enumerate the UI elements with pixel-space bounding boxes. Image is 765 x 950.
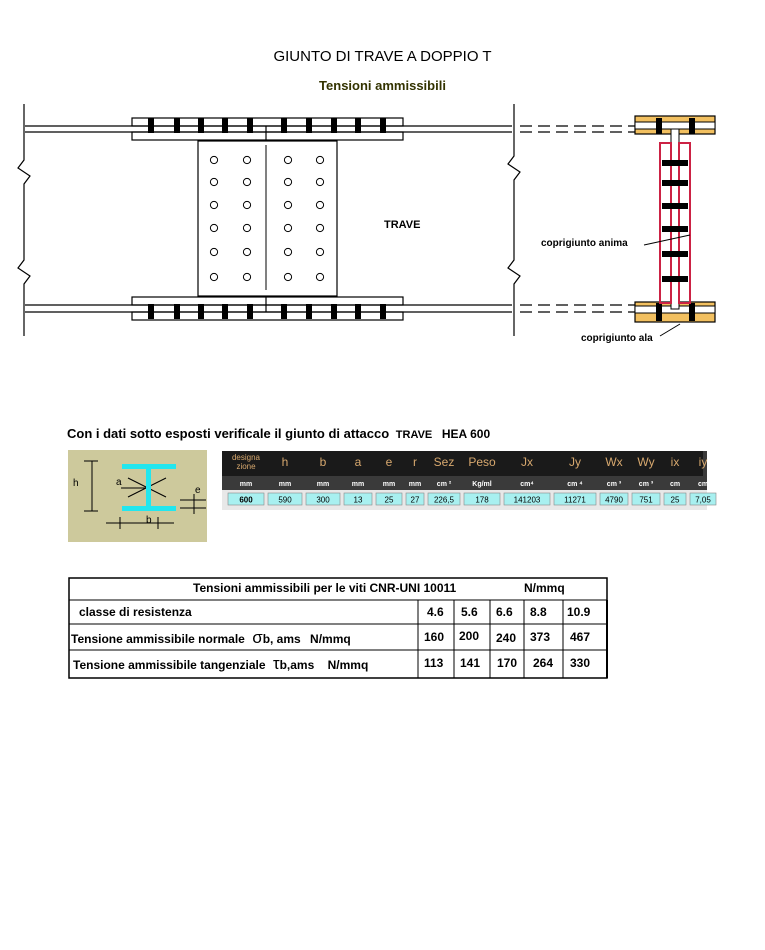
tangential-value: 113	[424, 656, 444, 670]
tangential-value: 264	[533, 656, 554, 670]
section-figure	[68, 450, 207, 542]
profile-value-cell: 226,5	[433, 495, 455, 505]
normal-subscript: b, ams	[262, 632, 301, 646]
profile-header-cell: Jy	[569, 455, 581, 469]
profile-unit-cell: cm	[669, 481, 681, 488]
profile-header-cell: a	[354, 455, 362, 469]
profile-value-cell: 4790	[605, 495, 623, 505]
normal-label-text: Tensione ammissibile normale	[71, 632, 245, 646]
cross-section-view	[635, 116, 715, 322]
profile-value-cell: 27	[410, 495, 420, 505]
web-cover-plate	[198, 141, 337, 296]
normal-stress-label	[71, 628, 351, 648]
profile-header-cell: zione	[236, 462, 256, 471]
profile-unit-cell: mm	[316, 481, 330, 488]
class-label: classe di resistenza	[79, 605, 192, 619]
normal-value: 467	[570, 630, 591, 644]
profile-value-cell: 600	[239, 495, 253, 505]
profile-unit-cell: cm ⁴	[567, 481, 583, 488]
beam-joint-diagram	[0, 100, 765, 350]
normal-value: 200	[459, 629, 480, 643]
tangential-value: 170	[497, 656, 518, 670]
profile-unit-cell: mm	[239, 481, 253, 488]
class-value: 10.9	[567, 605, 591, 619]
page-title: GIUNTO DI TRAVE A DOPPIO T	[273, 48, 492, 65]
profile-header-cell: b	[319, 455, 327, 469]
normal-value: 373	[530, 630, 551, 644]
bottom-flange-cover-outer	[132, 312, 403, 320]
profile-name: HEA 600	[441, 427, 491, 441]
profile-value-cell: 7,05	[695, 495, 711, 505]
profile-header-cell: iy	[698, 455, 708, 469]
profile-unit-cell: mm	[382, 481, 396, 488]
left-break-line	[18, 126, 30, 312]
label-e: e	[195, 485, 201, 496]
class-value: 5.6	[461, 605, 478, 619]
profile-value-cell: 13	[353, 495, 363, 505]
profile-unit-cell: cm ³	[606, 481, 622, 488]
profile-header-cell: Peso	[468, 455, 496, 469]
profile-unit-cell: cm	[697, 481, 709, 488]
tangential-stress-label	[73, 654, 368, 674]
profile-header-cell: designa	[231, 453, 261, 462]
profile-unit-cell: cm⁴	[520, 481, 534, 488]
profile-header-cell: Jx	[521, 455, 533, 469]
normal-value: 160	[424, 630, 445, 644]
label-h: h	[73, 478, 79, 489]
profile-unit-cell: mm	[278, 481, 292, 488]
profile-value-cell: 11271	[564, 495, 586, 505]
right-break-line	[508, 104, 520, 336]
profile-unit-cell: cm ³	[638, 481, 654, 488]
label-a: a	[116, 477, 122, 488]
profile-header-cell: e	[385, 455, 393, 469]
label-b: b	[146, 515, 152, 526]
profile-value-cell: 25	[670, 495, 680, 505]
profile-value-cell: 300	[316, 495, 330, 505]
normal-value: 240	[496, 631, 517, 645]
profile-value-cell: 590	[278, 495, 292, 505]
beam-label: TRAVE	[384, 219, 421, 231]
intro-beam-word: TRAVE	[395, 429, 433, 441]
profile-unit-cell: mm	[408, 481, 422, 488]
class-value: 8.8	[530, 605, 547, 619]
tension-table-unit: N/mmq	[524, 581, 565, 595]
profile-value-cell: 178	[475, 495, 489, 505]
profile-header-cell: Wx	[605, 455, 623, 469]
top-flange-cover-outer	[132, 118, 403, 126]
page-subtitle: Tensioni ammissibili	[319, 78, 446, 93]
class-value: 6.6	[496, 605, 513, 619]
tangential-value: 141	[460, 656, 481, 670]
sigma-symbol: σ	[252, 628, 263, 647]
top-flange-cover-inner	[132, 132, 403, 140]
profile-unit-cell: Kg/ml	[472, 481, 492, 488]
profile-header-cell: h	[281, 455, 289, 469]
normal-unit: N/mmq	[310, 632, 351, 646]
profile-unit-cell: mm	[351, 481, 365, 488]
flange-cover-label: coprigiunto ala	[581, 333, 653, 344]
bottom-flange-cover-inner	[132, 297, 403, 305]
tension-table-title: Tensioni ammissibili per le viti CNR-UNI 10011	[193, 581, 457, 595]
tangential-value: 330	[570, 656, 591, 670]
intro-text	[67, 426, 490, 441]
profile-unit-cell: cm ²	[436, 481, 452, 488]
profile-header-cell: Sez	[433, 455, 455, 469]
class-value: 4.6	[427, 605, 444, 619]
tension-table	[68, 577, 608, 679]
intro-sentence: Con i dati sotto esposti verificale il giunto di attacco	[67, 426, 390, 441]
profile-data-table	[222, 451, 711, 516]
profile-header-cell: r	[413, 455, 417, 469]
tangential-label-text: Tensione ammissibile tangenziale	[73, 658, 266, 672]
profile-header-cell: ix	[670, 455, 680, 469]
profile-value-cell: 25	[384, 495, 394, 505]
web-cover-label: coprigiunto anima	[541, 238, 628, 249]
profile-value-cell: 751	[639, 495, 653, 505]
profile-header-cell: Wy	[637, 455, 655, 469]
tangential-unit: N/mmq	[327, 658, 369, 672]
tau-symbol: τ	[272, 654, 280, 673]
profile-value-cell: 141203	[513, 495, 541, 505]
tangential-subscript: b,ams	[279, 658, 315, 672]
